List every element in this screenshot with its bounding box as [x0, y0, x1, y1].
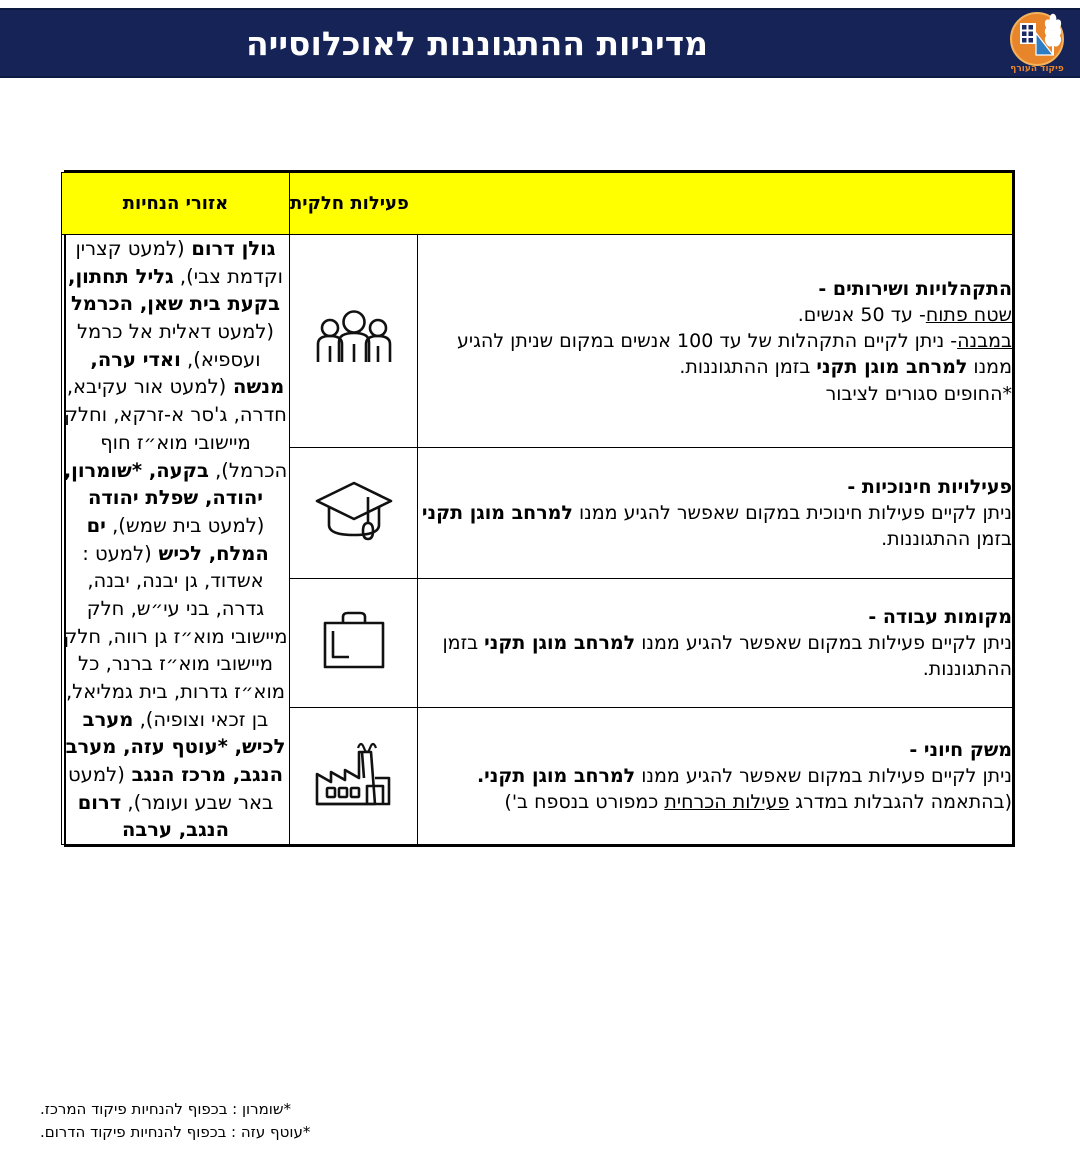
row-text-education: פעילויות חינוכיות - ניתן לקיים פעילות חינוכית במקום שאפשר להגיע ממנו למרחב מוגן תקני בזמן ההתגוננות. [418, 448, 1013, 579]
table-header-row [62, 173, 1013, 235]
column-header-partial-activity: פעילות חלקית [290, 173, 1013, 235]
policy-table [64, 170, 1015, 847]
footnote-otef-aza: *עוטף עזה : בכפוף להנחיות פיקוד הדרום. [40, 1123, 311, 1142]
column-header-guideline-areas: אזורי הנחיות [62, 173, 290, 235]
table-row [62, 235, 1013, 448]
page-title: מדיניות ההתגוננות לאוכלוסייה [245, 23, 709, 63]
graduation-cap-icon [290, 448, 418, 579]
home-front-command-logo [994, 10, 1080, 76]
footnotes-block [0, 1098, 1015, 1145]
factory-icon [290, 707, 418, 844]
logo-svg [996, 11, 1078, 75]
footnote-shomron: *שומרון : בכפוף להנחיות פיקוד המרכז. [40, 1100, 292, 1118]
page-header-banner [0, 8, 1080, 78]
svg-text:פיקוד העורף: פיקוד העורף [1010, 64, 1064, 74]
group-people-icon [290, 235, 418, 448]
guideline-areas-cell: גולן דרום (למעט קצרין וקדמת צבי), גליל תחתון, בקעת בית שאן, הכרמל (למעט דאלית אל כרמל ועספיא), ואדי ערה, מנשה (למעט אור עקיבא, חדרה, ג'סר א-זרקא, וחלק מיישובי מוא״ז חוף הכרמל), בקעה, *שומרון, יהודה, שפלת יהודה (למעט בית שמש), ים המלח, לכיש (למעט : אשדוד, גן יבנה, יבנה, גדרה, בני עי״ש, חלק מיישובי מוא״ז גן רווה, חלק מיישובי מוא״ז ברנר, כל מוא״ז גדרות, בית גמליאל, בן זכאי וצופיה), מערב לכיש, *עוטף עזה, מערב הנגב, מרכז הנגב (למעט באר שבע ועומר), דרום הנגב, ערבה [62, 235, 290, 845]
row-text-gatherings: התקהלויות ושירותים - שטח פתוח- עד 50 אנשים. במבנה- ניתן לקיים התקהלות של עד 100 אנשים במקום שניתן להגיע ממנו למרחב מוגן תקני בזמן ההתגוננות. *החופים סגורים לציבור [418, 235, 1013, 448]
briefcase-icon [290, 579, 418, 708]
row-text-essential-economy: משק חיוני - ניתן לקיים פעילות במקום שאפשר להגיע ממנו למרחב מוגן תקני. (בהתאמה להגבלות במדרג פעילות הכרחית כמפורט בנספח ב') [418, 707, 1013, 844]
row-text-workplaces: מקומות עבודה - ניתן לקיים פעילות במקום שאפשר להגיע ממנו למרחב מוגן תקני בזמן ההתגוננות. [418, 579, 1013, 708]
